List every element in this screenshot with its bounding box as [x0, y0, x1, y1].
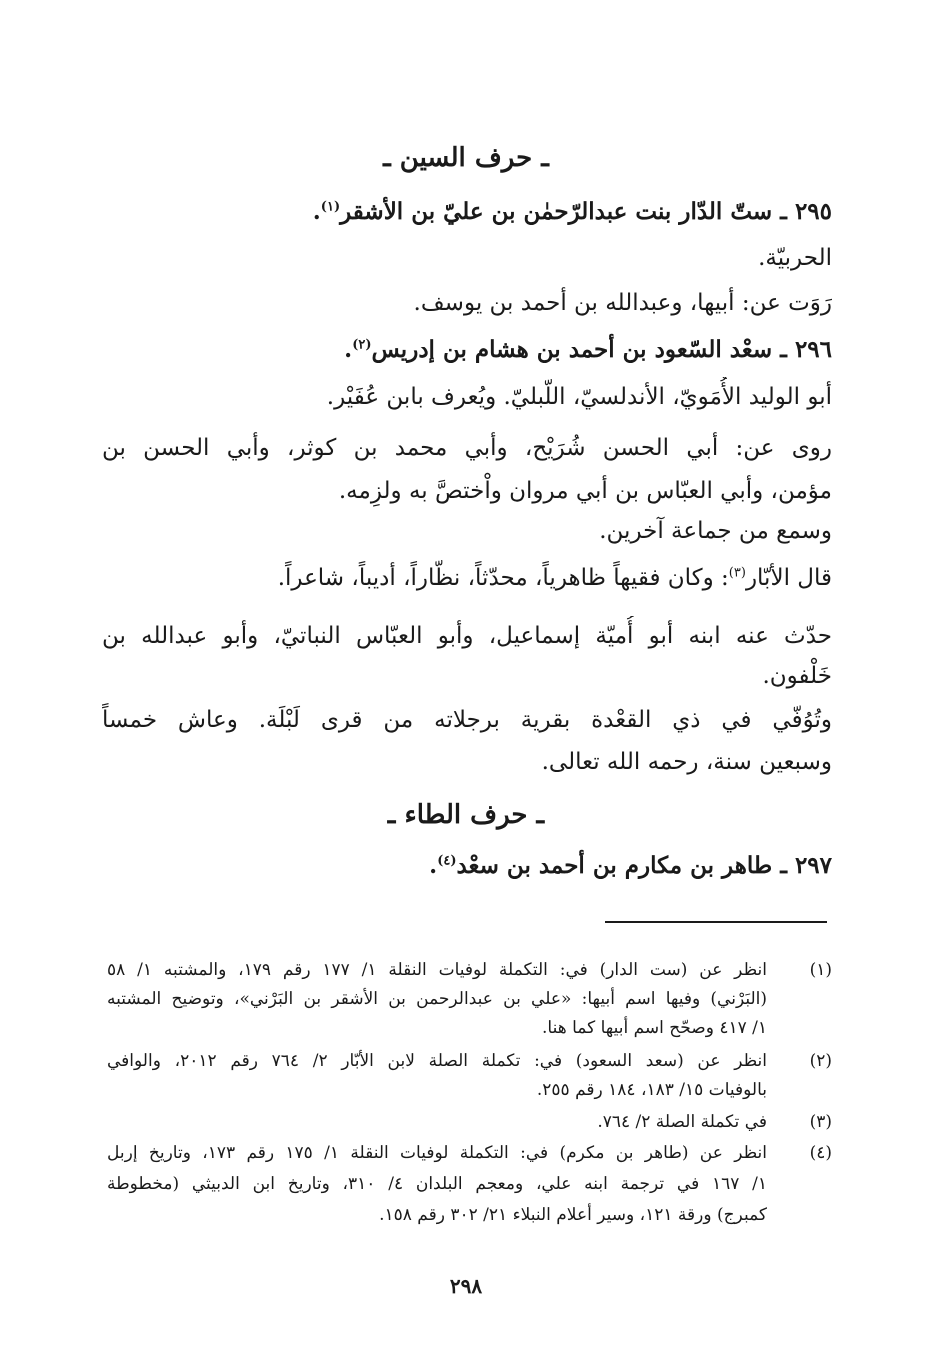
footnote-2-line-2: بالوفيات ١٥/ ١٨٣، ١٨٤ رقم ٢٥٥. [536, 1080, 767, 1100]
entry-296-title [102, 330, 832, 370]
footnote-1-line-2: (البَرْني) وفيها اسم أبيها: «علي بن عبدالرحمن بن الأشقر بن البَرْني»، وتوضيح المشتبه [107, 989, 767, 1009]
footnote-4-number: (٤) [809, 1143, 832, 1163]
footnote-1-line-1: انظر عن (ست الدار) في: التكملة لوفيات النقلة ١/ ١٧٧ رقم ١٧٩، والمشتبه ١/ ٥٨ [107, 960, 767, 980]
entry-295-title-end: . [312, 198, 321, 225]
footnote-ref-1: (١) [320, 199, 341, 215]
footnote-4-line-1: انظر عن (طاهر بن مكرم) في: التكملة لوفيات النقلة ١/ ١٧٥ رقم ١٧٣، وتاريخ إربل [107, 1143, 767, 1163]
entry-296-title-end: . [344, 336, 353, 363]
footnote-4-line-2: ١/ ١٦٧ في ترجمة ابنه علي، ومعجم البلدان ٤/ ٣١٠، وتاريخ ابن الدبيثي (مخطوطة [107, 1174, 767, 1194]
entry-296-line-8: وسبعين سنة، رحمه الله تعالى. [541, 749, 832, 775]
entry-295-line-2: رَوَت عن: أبيها، وعبدالله بن أحمد بن يوسف. [413, 290, 832, 316]
entry-296-line-2: روى عن: أبي الحسن شُرَيْح، وأبي محمد بن كوثر، وأبي الحسن بن [102, 435, 832, 461]
entry-296-line-1: أبو الوليد الأُمَويّ، الأندلسيّ، اللّبليّ. ويُعرف بابن عُفَيْر. [326, 384, 832, 410]
footnote-1-number: (١) [809, 960, 832, 980]
entry-295-title [102, 192, 832, 232]
footnote-1-line-3: ١/ ٤١٧ وصحّح اسم أبيها كما هنا. [542, 1018, 767, 1038]
footnote-2-number: (٢) [809, 1051, 832, 1071]
section-heading-ta: ـ حرف الطاء ـ [387, 800, 545, 830]
abbar-quote-text: : وكان فقيهاً ظاهرياً، محدّثاً، نظّاراً، أديباً، شاعراً. [277, 565, 729, 591]
entry-296-line-3: مؤمن، وأبي العبّاس بن أبي مروان واْختصَّ به ولزِمه. [338, 478, 832, 504]
entry-296-line-4: وسمع من جماعة آخرين. [599, 518, 832, 544]
entry-297-title-text: ٢٩٧ ـ طاهر بن مكارم بن أحمد بن سعْد [456, 852, 832, 879]
footnote-ref-4: (٤) [437, 853, 457, 869]
entry-297-title-end: . [429, 852, 438, 879]
footnote-separator [605, 921, 827, 923]
footnote-ref-3: (٣) [728, 565, 746, 581]
footnote-ref-2: (٢) [352, 337, 372, 353]
page-number: ٢٩٨ [449, 1274, 483, 1298]
entry-295-line-1: الحربيّة. [758, 245, 832, 271]
footnote-4-line-3: كمبرج) ورقة ١٢١، وسير أعلام النبلاء ٢١/ ٣٠٢ رقم ١٥٨. [379, 1205, 767, 1225]
footnote-3-number: (٣) [809, 1112, 832, 1132]
footnote-3-line-1: في تكملة الصلة ٢/ ٧٦٤. [597, 1112, 767, 1132]
entry-297-title [102, 846, 832, 886]
entry-296-line-5: حدّث عنه ابنه أبو أُميّة إسماعيل، وأبو العبّاس النباتيّ، وأبو عبدالله بن [102, 623, 832, 649]
entry-296-line-7: وتُوُفّي في ذي القعْدة بقرية برجلاته من قرى لَبْلَة. وعاش خمساً [102, 707, 832, 733]
entry-296-title-text: ٢٩٦ ـ سعْد السّعود بن أحمد بن هشام بن إدريس [371, 336, 832, 363]
entry-296-abbar-line [102, 558, 832, 598]
entry-296-line-6: خَلْفون. [762, 663, 832, 689]
section-heading-sin: ـ حرف السين ـ [383, 143, 549, 173]
footnote-2-line-1: انظر عن (سعد السعود) في: تكملة الصلة لابن الأبّار ٢/ ٧٦٤ رقم ٢٠١٢، والوافي [107, 1051, 767, 1071]
entry-295-title-text: ٢٩٥ ـ ستّ الدّار بنت عبدالرّحمٰن بن عليّ بن الأشقر [340, 198, 832, 225]
abbar-quote-lead: قال الأبّار [745, 565, 832, 591]
